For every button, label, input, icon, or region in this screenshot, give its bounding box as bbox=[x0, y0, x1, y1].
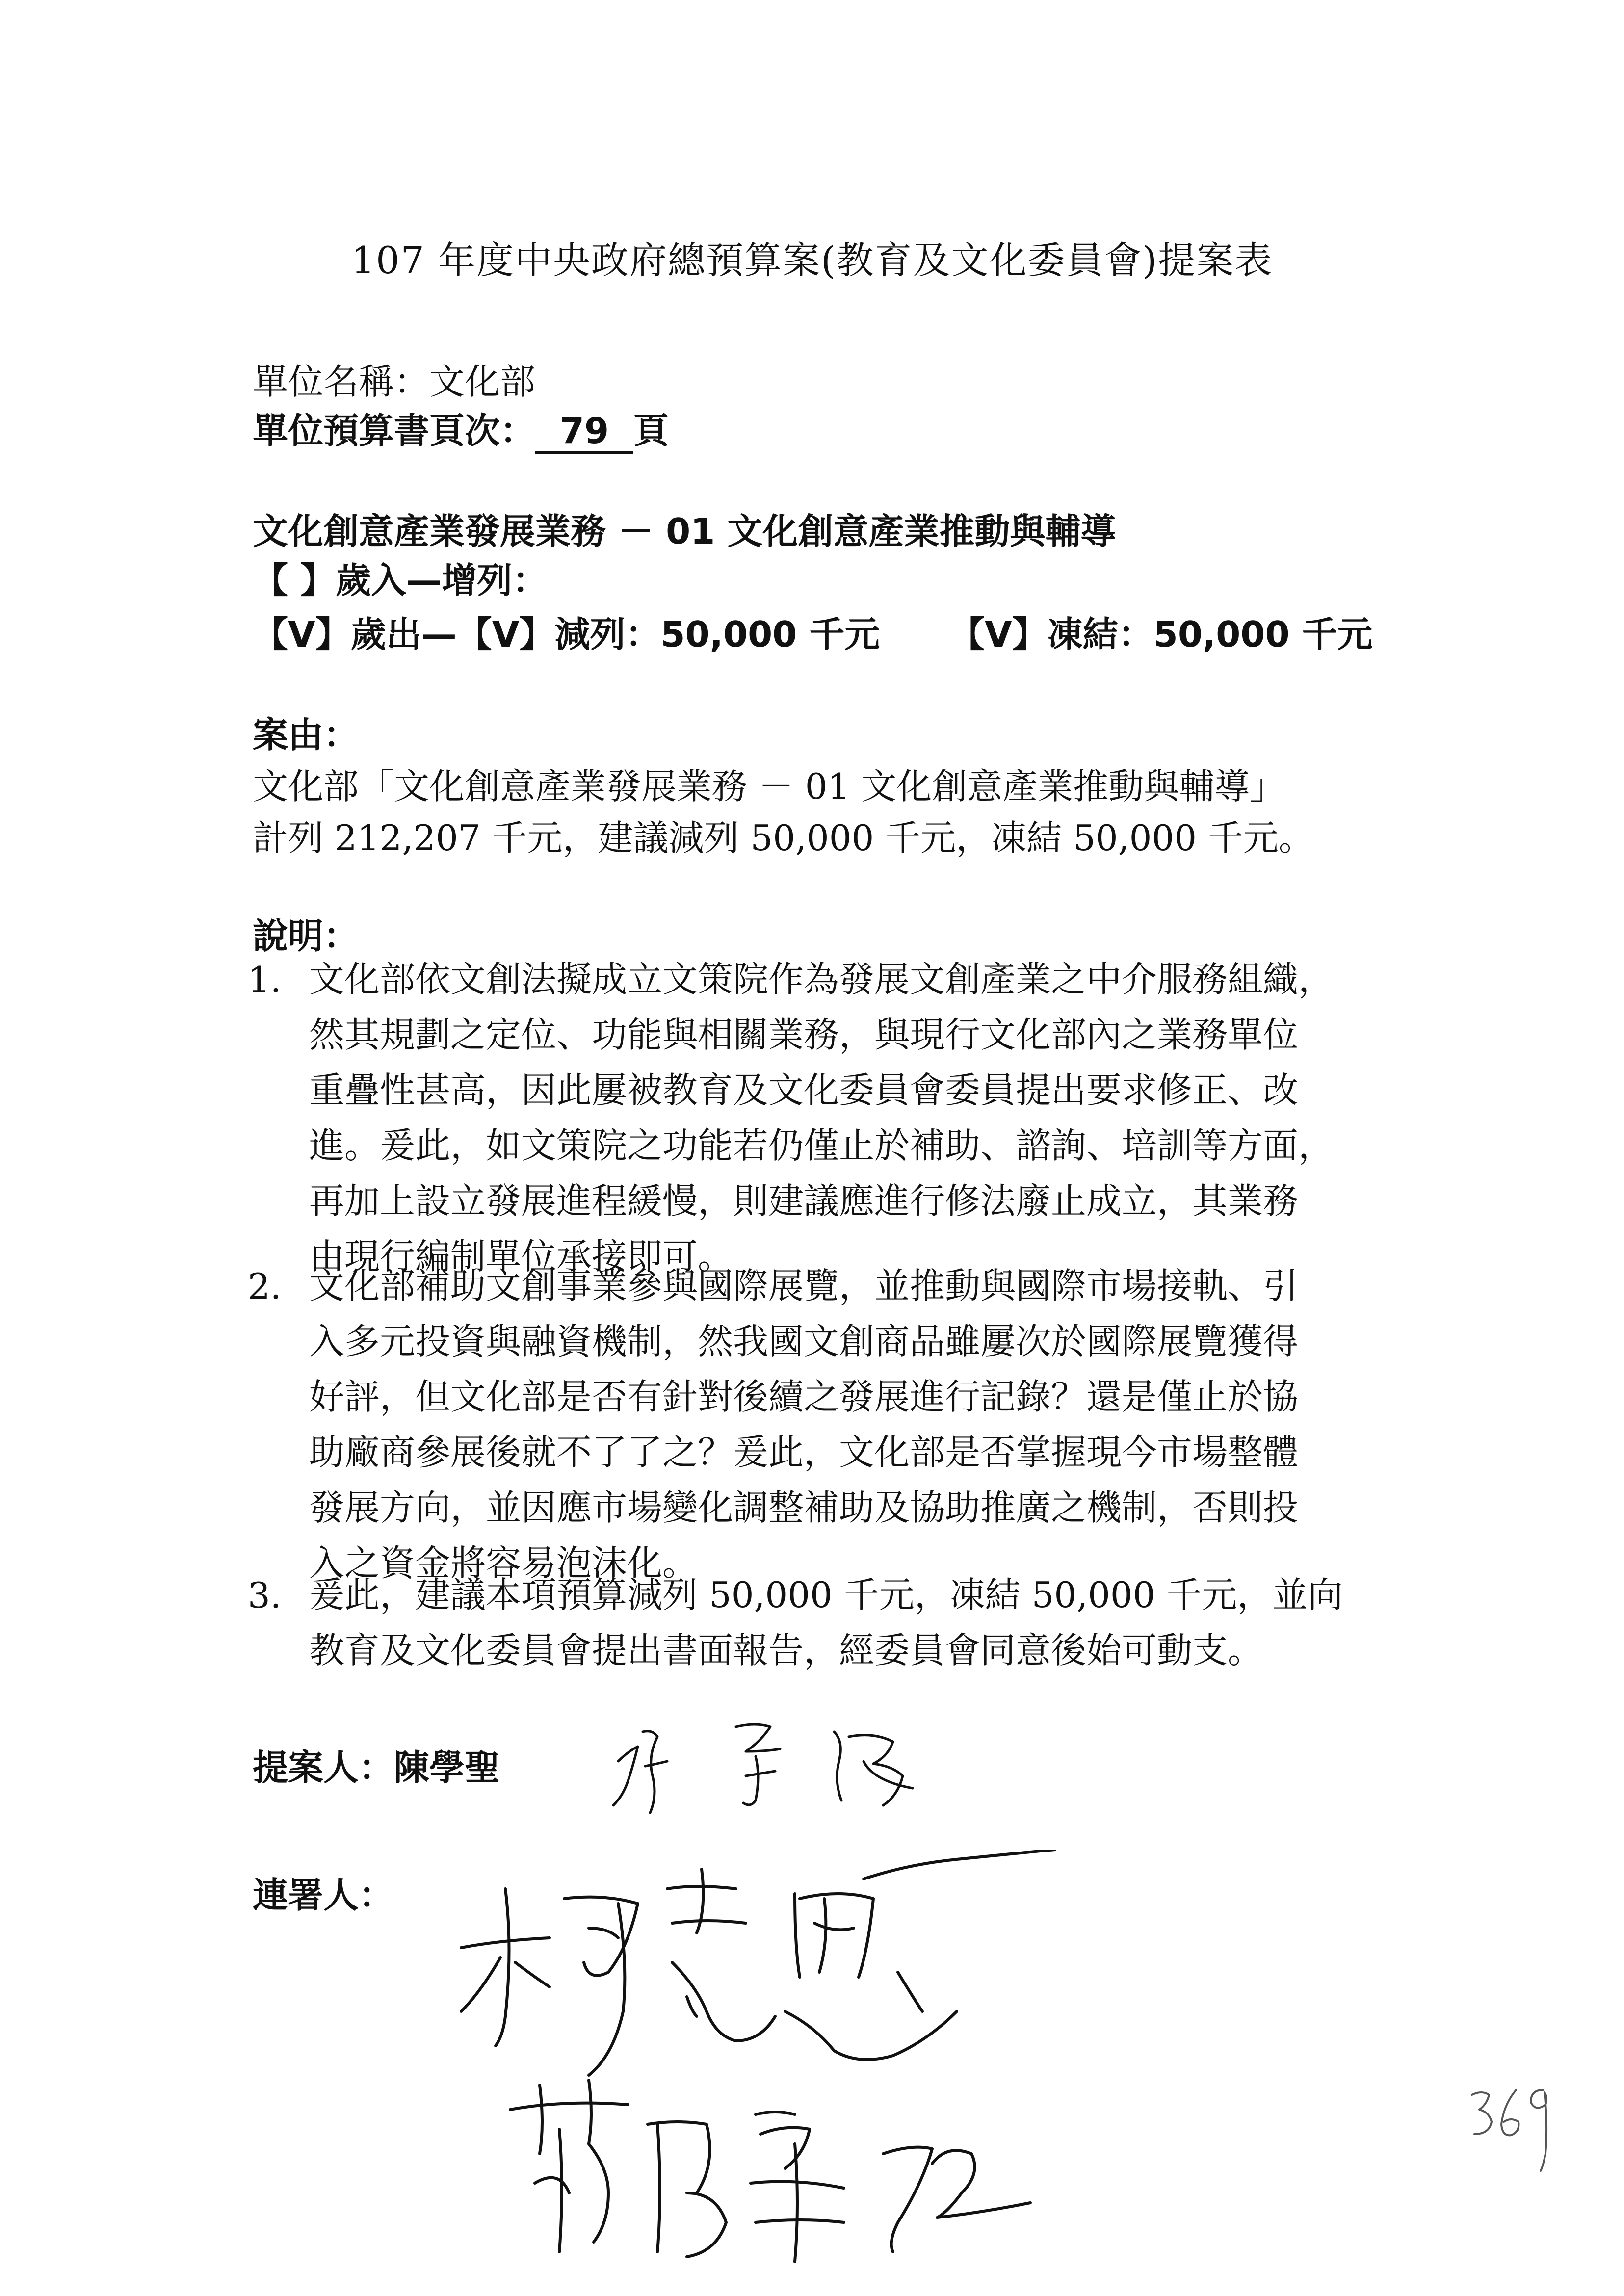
revenue-line: 【 】歲入—增列： bbox=[253, 560, 548, 601]
proposer-signature bbox=[599, 1702, 942, 1820]
list-number: 1. bbox=[248, 959, 282, 1000]
text-line: 再加上設立發展進程緩慢，則建議應進行修法廢止成立，其業務 bbox=[309, 1180, 1299, 1222]
unit-name: 單位名稱：文化部 bbox=[253, 361, 536, 402]
handwritten-page-number bbox=[1462, 2075, 1560, 2173]
expense-cut-line: 【V】歲出—【V】減列：50,000 千元 bbox=[253, 614, 880, 655]
page-prefix: 單位預算書頁次： bbox=[253, 410, 536, 451]
text-line: 進。爰此，如文策院之功能若仍僅止於補助、諮詢、培訓等方面， bbox=[309, 1125, 1334, 1166]
text-line: 然其規劃之定位、功能與相關業務，與現行文化部內之業務單位 bbox=[309, 1014, 1299, 1055]
page-suffix: 頁 bbox=[633, 410, 669, 451]
document-title: 107 年度中央政府總預算案(教育及文化委員會)提案表 bbox=[351, 238, 1273, 282]
explanation-heading: 說明： bbox=[253, 915, 359, 957]
text-line: 助廠商參展後就不了了之？爰此，文化部是否掌握現今市場整體 bbox=[309, 1432, 1299, 1473]
reason-heading: 案由： bbox=[253, 714, 359, 756]
text-line: 發展方向，並因應市場變化調整補助及協助推廣之機制，否則投 bbox=[309, 1487, 1299, 1528]
text-line: 由現行編制單位承接即可。 bbox=[309, 1236, 733, 1277]
expense-freeze-line: 【V】凍結：50,000 千元 bbox=[949, 614, 1373, 655]
page-value: 79 bbox=[535, 410, 633, 454]
list-item-text bbox=[309, 1567, 1438, 1678]
cosigners-label: 連署人： bbox=[253, 1875, 394, 1916]
unit-budget-page bbox=[253, 402, 669, 454]
text-line: 文化部補助文創事業參與國際展覽，並推動與國際市場接軌、引 bbox=[309, 1265, 1299, 1306]
list-item-text bbox=[309, 952, 1438, 1284]
text-line: 重疊性甚高，因此屢被教育及文化委員會委員提出要求修正、改 bbox=[309, 1070, 1299, 1111]
text-line: 爰此，建議本項預算減列 50,000 千元，凍結 50,000 千元，並向 bbox=[309, 1574, 1343, 1616]
text-line: 入多元投資與融資機制，然我國文創商品雖屢次於國際展覽獲得 bbox=[309, 1321, 1299, 1362]
cosigner-signatures bbox=[442, 1850, 1202, 2267]
text-line: 好評，但文化部是否有針對後續之發展進行記錄？還是僅止於協 bbox=[309, 1376, 1299, 1417]
program-heading: 文化創意產業發展業務 － 01 文化創意產業推動與輔導 bbox=[253, 511, 1116, 552]
reason-line-1: 文化部「文化創意產業發展業務 － 01 文化創意產業推動與輔導」 bbox=[253, 766, 1285, 807]
text-line: 教育及文化委員會提出書面報告，經委員會同意後始可動支。 bbox=[309, 1630, 1263, 1671]
list-number: 3. bbox=[248, 1575, 282, 1616]
text-line: 文化部依文創法擬成立文策院作為發展文創產業之中介服務組織， bbox=[309, 959, 1334, 1000]
list-number: 2. bbox=[248, 1266, 282, 1307]
list-item-text bbox=[309, 1258, 1438, 1591]
proposer-label: 提案人：陳學聖 bbox=[253, 1747, 500, 1788]
reason-line-2: 計列 212,207 千元，建議減列 50,000 千元，凍結 50,000 千元。 bbox=[253, 817, 1314, 859]
text-line: 入之資金將容易泡沫化。 bbox=[309, 1542, 698, 1584]
